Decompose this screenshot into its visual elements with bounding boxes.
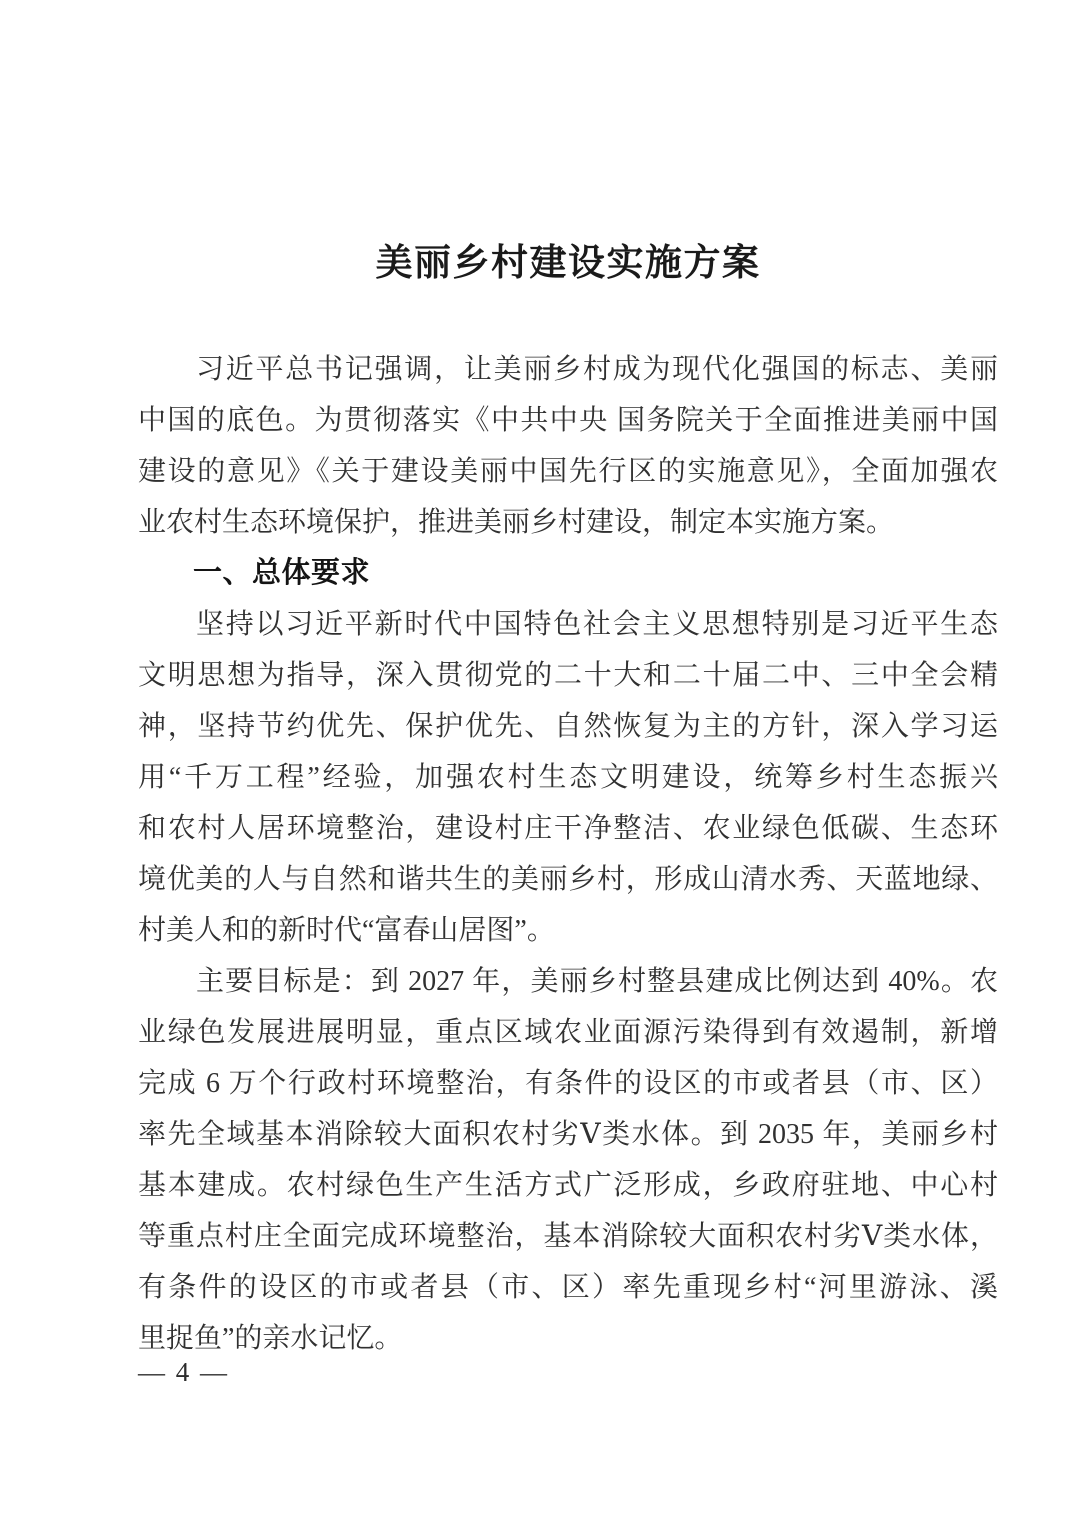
body-line: 中国的底色。为贯彻落实《中共中央 国务院关于全面推进美丽中国 [138, 405, 998, 436]
body-line: 主要目标是：到 2027 年，美丽乡村整县建成比例达到 40%。农 [196, 966, 998, 997]
document-body [138, 344, 998, 1364]
body-line: 村美人和的新时代“富春山居图”。 [138, 915, 555, 946]
body-line: 习近平总书记强调，让美丽乡村成为现代化强国的标志、美丽 [196, 354, 998, 385]
body-line: 有条件的设区的市或者县（市、区）率先重现乡村“河里游泳、溪 [138, 1272, 998, 1303]
body-line: 神，坚持节约优先、保护优先、自然恢复为主的方针，深入学习运 [138, 711, 998, 742]
body-line: 业农村生态环境保护，推进美丽乡村建设，制定本实施方案。 [138, 507, 895, 538]
body-line: 和农村人居环境整治，建设村庄干净整洁、农业绿色低碳、生态环 [138, 813, 998, 844]
section-heading: 一、总体要求 [193, 557, 371, 589]
body-line: 业绿色发展进展明显，重点区域农业面源污染得到有效遏制，新增 [138, 1017, 998, 1048]
document-title: 美丽乡村建设实施方案 [375, 242, 761, 283]
body-line: 文明思想为指导，深入贯彻党的二十大和二十届二中、三中全会精 [138, 660, 998, 691]
document-content [138, 0, 998, 1364]
body-line: 等重点村庄全面完成环境整治，基本消除较大面积农村劣Ⅴ类水体， [138, 1221, 998, 1252]
body-line: 完成 6 万个行政村环境整治，有条件的设区的市或者县（市、区） [138, 1068, 998, 1099]
body-line: 建设的意见》《关于建设美丽中国先行区的实施意见》，全面加强农 [138, 456, 998, 487]
page-number: — 4 — [138, 1357, 229, 1387]
body-line: 率先全域基本消除较大面积农村劣Ⅴ类水体。到 2035 年，美丽乡村 [138, 1119, 998, 1150]
body-line: 里捉鱼”的亲水记忆。 [138, 1323, 403, 1354]
body-line: 基本建成。农村绿色生产生活方式广泛形成，乡政府驻地、中心村 [138, 1170, 998, 1201]
body-line: 境优美的人与自然和谐共生的美丽乡村，形成山清水秀、天蓝地绿、 [138, 864, 998, 895]
body-line: 坚持以习近平新时代中国特色社会主义思想特别是习近平生态 [196, 609, 998, 640]
body-line: 用“千万工程”经验，加强农村生态文明建设，统筹乡村生态振兴 [138, 762, 998, 793]
